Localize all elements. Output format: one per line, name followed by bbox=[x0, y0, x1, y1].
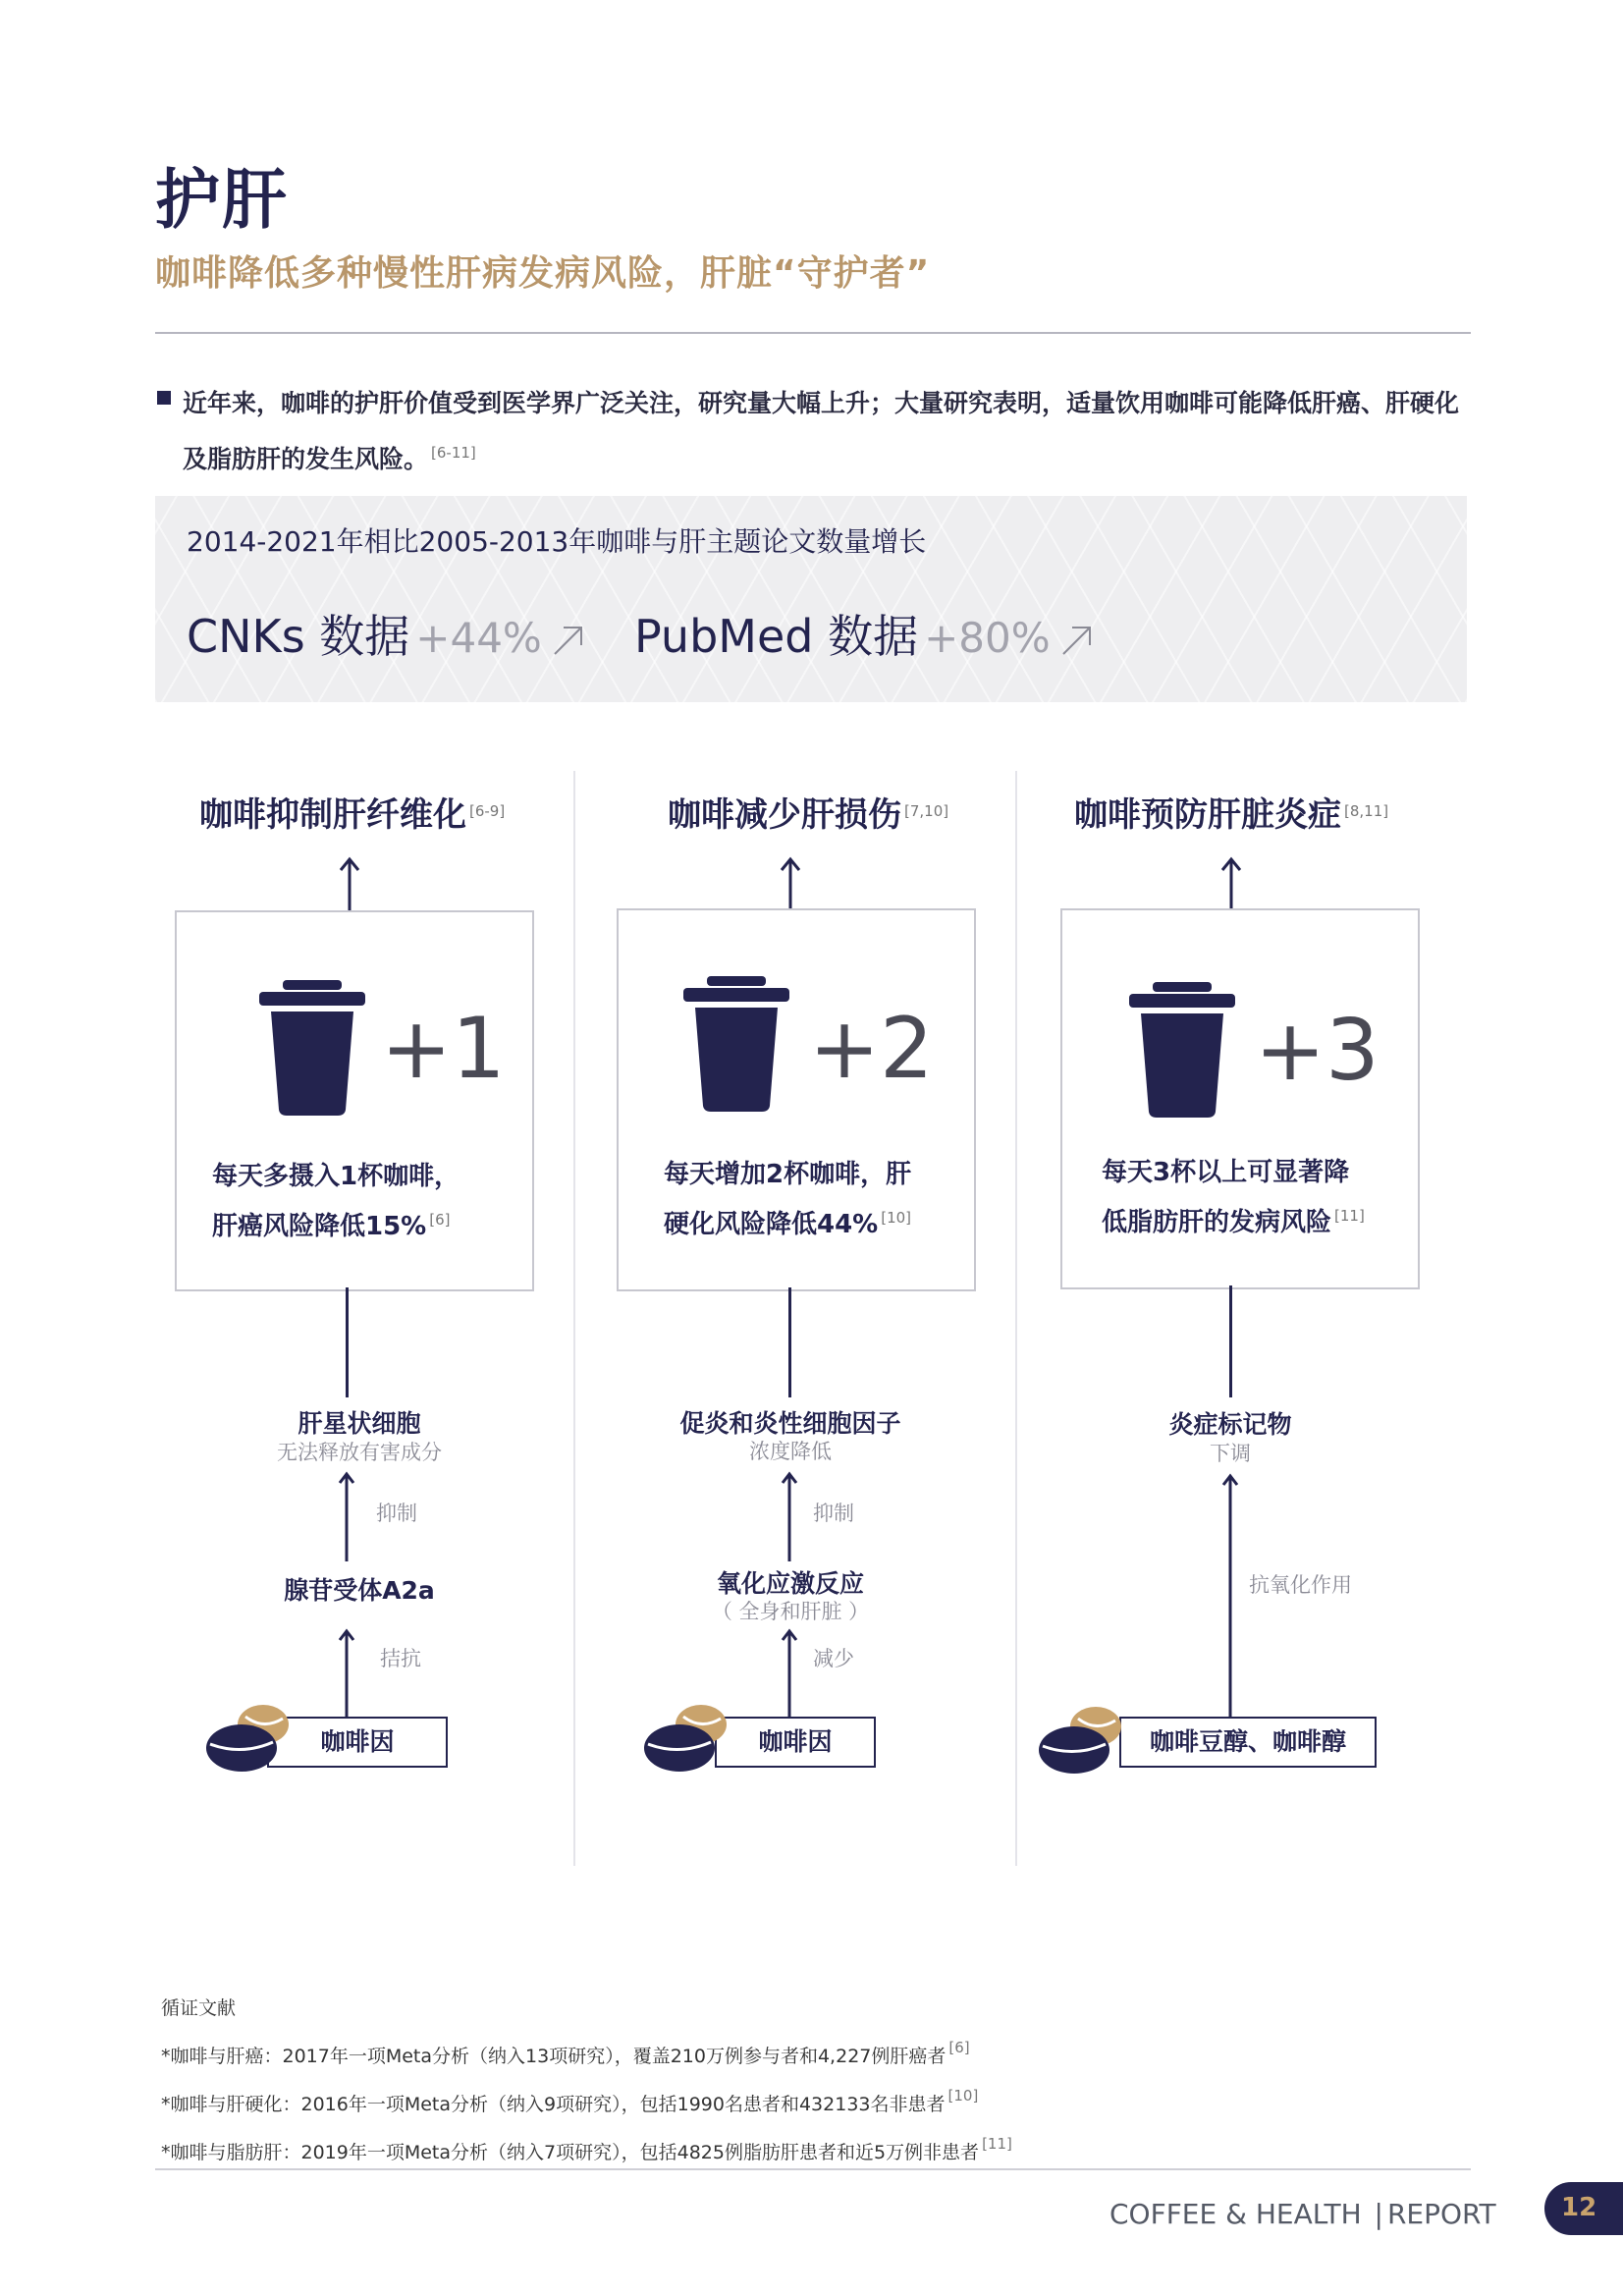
page-number: 12 bbox=[1561, 2193, 1597, 2222]
cup-count: +2 bbox=[809, 1000, 934, 1098]
footer-brand bbox=[1109, 2198, 1496, 2230]
coffee-bean-icon bbox=[1035, 1699, 1129, 1777]
up-arrow-icon bbox=[780, 1471, 799, 1561]
col1-card-text bbox=[212, 1155, 507, 1248]
compound-box: 咖啡豆醇、咖啡醇 bbox=[1119, 1717, 1377, 1768]
col2-title bbox=[668, 788, 948, 836]
mech-label: 抑制 bbox=[376, 1502, 417, 1525]
mech-main: 氧化应激反应 bbox=[716, 1569, 864, 1598]
bullet-square-icon bbox=[157, 391, 171, 405]
mech-sub: 下调 bbox=[1210, 1442, 1251, 1465]
reference-ref: [10] bbox=[947, 2087, 979, 2105]
stats-heading: 2014-2021年相比2005-2013年咖啡与肝主题论文数量增长 bbox=[187, 525, 927, 558]
stat-value: +80% bbox=[924, 614, 1051, 662]
intro-text: 近年来，咖啡的护肝价值受到医学界广泛关注，研究量大幅上升；大量研究表明，适量饮用咖啡可能降低肝癌、肝硬化及脂肪肝的发生风险。 bbox=[183, 389, 1460, 473]
intro-paragraph bbox=[183, 379, 1479, 484]
footer-separator: | bbox=[1374, 2198, 1383, 2230]
up-arrow-icon bbox=[779, 856, 802, 911]
mech-main: 肝星状细胞 bbox=[298, 1409, 421, 1438]
card-line: 硬化风险降低44% bbox=[664, 1210, 879, 1239]
page-subtitle: 咖啡降低多种慢性肝病发病风险，肝脏“守护者” bbox=[155, 253, 931, 294]
up-arrow-icon bbox=[338, 856, 361, 911]
card-ref: [6] bbox=[429, 1211, 451, 1229]
col-title-ref: [8,11] bbox=[1344, 802, 1389, 820]
mech-label: 抑制 bbox=[813, 1502, 854, 1525]
reference-item bbox=[161, 2124, 1012, 2172]
coffee-bean-icon bbox=[640, 1697, 734, 1776]
trend-up-arrow-icon bbox=[1060, 624, 1094, 657]
references-heading: 循证文献 bbox=[161, 1997, 237, 2019]
col3-title bbox=[1074, 788, 1388, 836]
reference-item bbox=[161, 2076, 1012, 2124]
connector-line bbox=[788, 1287, 791, 1397]
col1-title bbox=[199, 788, 505, 836]
col-title-text: 咖啡抑制肝纤维化 bbox=[199, 795, 466, 835]
col-title-text: 咖啡预防肝脏炎症 bbox=[1074, 795, 1341, 835]
footer-brand-text: COFFEE & HEALTH bbox=[1109, 2198, 1362, 2230]
col-title-ref: [6-9] bbox=[469, 802, 506, 820]
mech-main: 促炎和炎性细胞因子 bbox=[679, 1409, 901, 1438]
page-title: 护肝 bbox=[155, 162, 289, 238]
cup-count: +1 bbox=[381, 1000, 506, 1098]
column-divider bbox=[1015, 771, 1017, 1866]
reference-text: *咖啡与肝硬化：2016年一项Meta分析（纳入9项研究），包括1990名患者和432133名非患者 bbox=[161, 2094, 946, 2115]
mech-label: 抗氧化作用 bbox=[1249, 1573, 1352, 1597]
coffee-bean-icon bbox=[202, 1697, 297, 1776]
reference-text: *咖啡与脂肪肝：2019年一项Meta分析（纳入7项研究），包括4825例脂肪肝患者和近5万例非患者 bbox=[161, 2142, 980, 2163]
card-line: 每天3杯以上可显著降 bbox=[1102, 1158, 1350, 1187]
mech-sub: 浓度降低 bbox=[749, 1440, 832, 1463]
cup-count: +3 bbox=[1255, 1002, 1380, 1100]
up-arrow-icon bbox=[337, 1628, 356, 1719]
card-line-with-ref bbox=[664, 1196, 958, 1246]
card-ref: [10] bbox=[881, 1209, 912, 1227]
intro-ref: [6-11] bbox=[431, 444, 476, 462]
col-title-ref: [7,10] bbox=[904, 802, 949, 820]
reference-item bbox=[161, 2028, 1012, 2076]
stat-value: +44% bbox=[415, 614, 542, 662]
card-line-with-ref bbox=[212, 1198, 507, 1248]
mech-sub: 无法释放有害成分 bbox=[277, 1441, 442, 1464]
up-arrow-icon bbox=[1219, 856, 1243, 911]
trend-up-arrow-icon bbox=[552, 624, 585, 657]
coffee-cup-icon bbox=[681, 976, 791, 1114]
col2-card-text bbox=[664, 1153, 958, 1246]
compound-box: 咖啡因 bbox=[267, 1717, 448, 1768]
reference-ref: [6] bbox=[948, 2039, 970, 2056]
coffee-cup-icon bbox=[257, 980, 367, 1118]
mech-sub: （ 全身和肝脏 ） bbox=[711, 1600, 870, 1623]
references bbox=[161, 1989, 1012, 2172]
compound-box: 咖啡因 bbox=[715, 1717, 876, 1768]
mech-main: 腺苷受体A2a bbox=[284, 1576, 435, 1605]
card-line: 肝癌风险降低15% bbox=[212, 1212, 427, 1241]
card-line: 每天增加2杯咖啡，肝 bbox=[664, 1160, 912, 1189]
connector-line bbox=[1229, 1285, 1232, 1397]
stat-label: PubMed 数据 bbox=[634, 610, 919, 663]
reference-ref: [11] bbox=[982, 2135, 1012, 2153]
stat-pubmed bbox=[634, 601, 1094, 666]
mech-label: 拮抗 bbox=[380, 1647, 421, 1670]
card-line-with-ref bbox=[1102, 1194, 1396, 1244]
card-line: 低脂肪肝的发病风险 bbox=[1102, 1208, 1332, 1237]
footer-divider bbox=[155, 2168, 1471, 2170]
footer-report-text: REPORT bbox=[1386, 2198, 1496, 2230]
up-arrow-icon bbox=[337, 1471, 356, 1561]
col-title-text: 咖啡减少肝损伤 bbox=[668, 795, 901, 835]
stat-label: CNKs 数据 bbox=[187, 610, 410, 663]
col3-card-text bbox=[1102, 1151, 1396, 1244]
coffee-cup-icon bbox=[1127, 982, 1237, 1120]
header-divider bbox=[155, 332, 1471, 334]
card-ref: [11] bbox=[1334, 1207, 1365, 1225]
column-divider bbox=[573, 771, 575, 1866]
stat-cnki bbox=[187, 601, 585, 666]
card-line: 每天多摄入1杯咖啡， bbox=[212, 1162, 460, 1191]
mech-label: 减少 bbox=[813, 1647, 854, 1670]
mech-main: 炎症标记物 bbox=[1168, 1410, 1292, 1439]
up-arrow-icon bbox=[780, 1628, 799, 1719]
up-arrow-icon bbox=[1220, 1473, 1240, 1719]
reference-text: *咖啡与肝癌：2017年一项Meta分析（纳入13项研究），覆盖210万例参与者和4,227例肝癌者 bbox=[161, 2046, 947, 2067]
connector-line bbox=[346, 1287, 349, 1397]
